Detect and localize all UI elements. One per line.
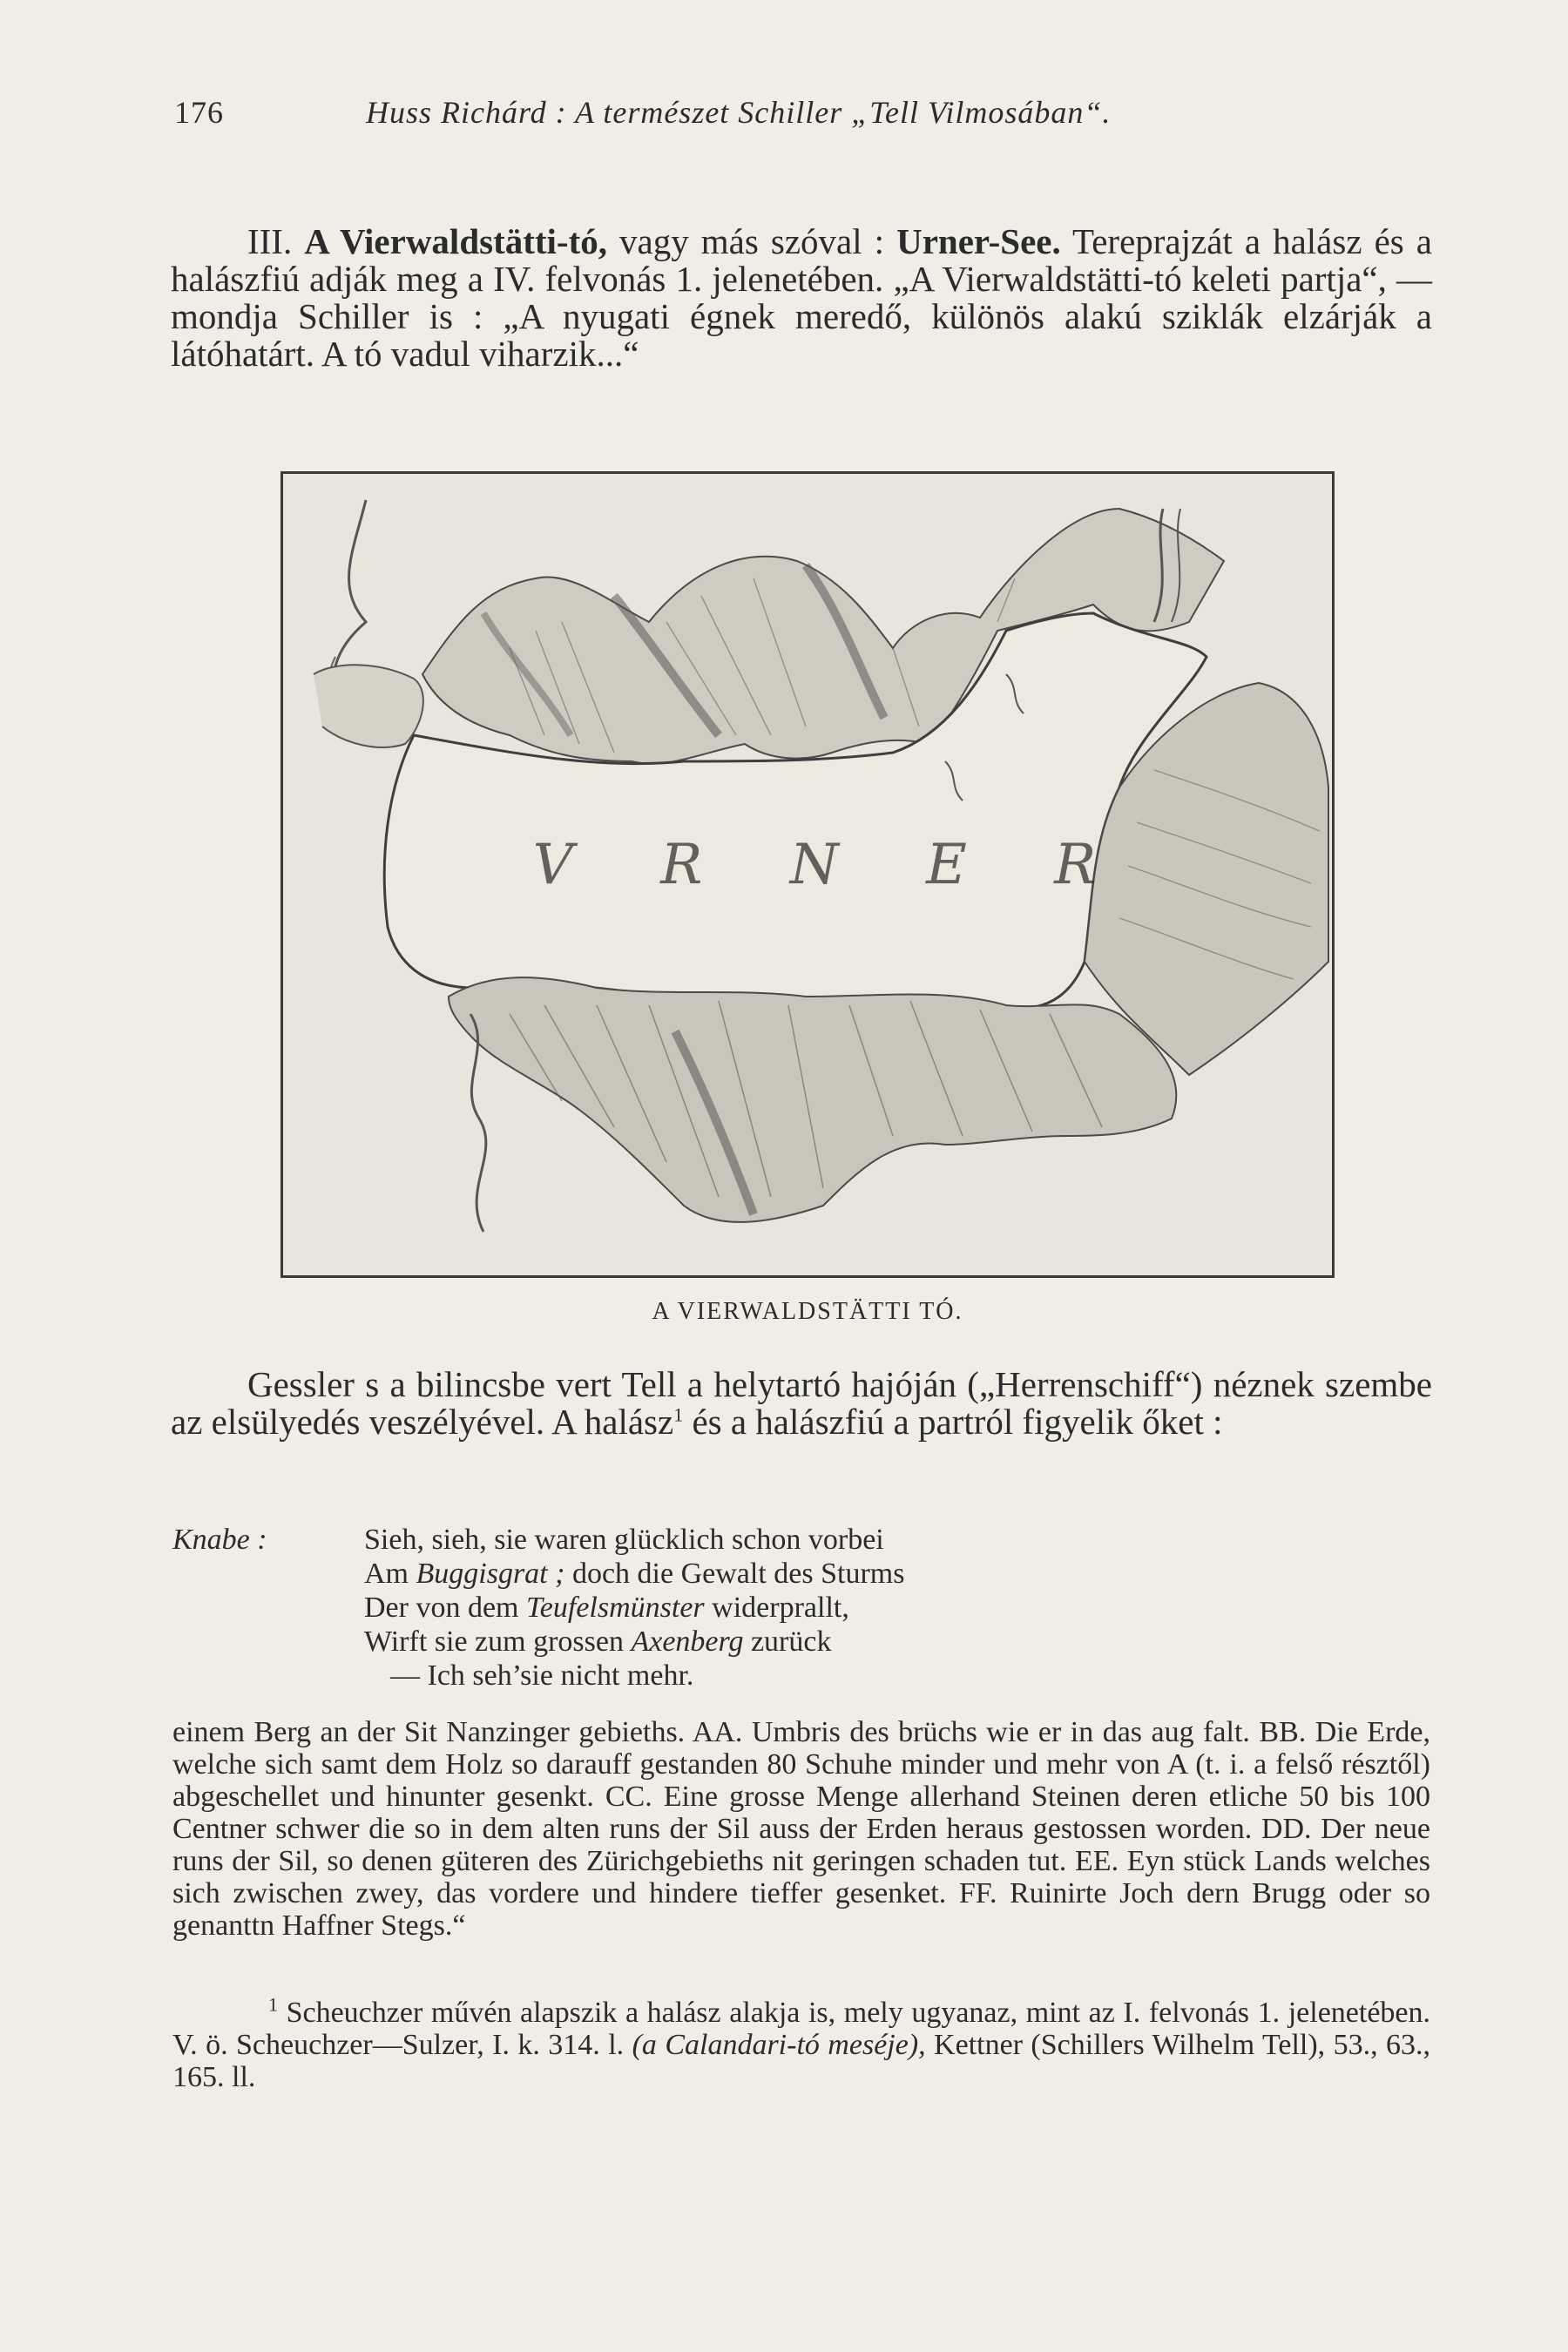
verse-line: Sieh, sieh, sie waren glücklich schon vorbei xyxy=(364,1524,884,1556)
section-text-b: Tereprajzát a halász és a halászfiú adják meg a IV. felvonás 1. jelenetében. „A Vierwaldstätti-tó keleti partja“, — mondja Schiller is : „A nyugati égnek meredő, különös alakú sziklák elzárják a látóhatárt. A tó vadul viharzik...“ xyxy=(171,221,1432,374)
footnote-text-b: Kettner (Schillers Wilhelm Tell), 53., 63., 165. ll. xyxy=(172,2029,1430,2093)
verse-speaker: Knabe : xyxy=(172,1524,267,1556)
running-title: Huss Richárd : A természet Schiller „Tell Vilmosában“. xyxy=(366,95,1112,130)
section-heading: A Vierwaldstätti-tó, xyxy=(304,221,607,261)
verse-place-name: Buggisgrat ; xyxy=(416,1558,565,1590)
footnote-italic: (a Calandari-tó meséje), xyxy=(632,2029,926,2061)
verse-text: zurück xyxy=(743,1625,832,1658)
lake-map-figure xyxy=(280,471,1335,1278)
footnote-text xyxy=(172,1993,1430,2093)
lake-map-illustration xyxy=(283,474,1332,1275)
verse-place-name: Teufelsmünster xyxy=(526,1592,705,1624)
verse-line xyxy=(364,1625,904,1659)
verse-line xyxy=(364,1557,904,1591)
quoted-passage-text: einem Berg an der Sit Nanzinger gebieths. AA. Umbris des brüchs wie er in das aug falt. BB. Die Erde, welche sich samt dem Holz so darauff gestanden 80 Schuhe minder und mehr von A (t. i. a felső résztől) abgeschellet und hinunter gesenkt. CC. Eine grosse Menge allerhand Steinen deren etliche 50 bis 100 Centner schwer die so in dem alten runs der Sil auss der Erden heraus gestossen worden. DD. Der neue runs der Sil, so denen güteren des Zürichgebieths nit geringen schaden tut. EE. Eyn stück Lands welches sich zwischen zwey, das vordere und hindere tieffer gesenket. FF. Ruinirte Joch dern Brugg oder so genanttn Haffner Stegs.“ xyxy=(172,1716,1430,1942)
verse-text: Am xyxy=(364,1558,416,1590)
section-text-a: vagy más szóval : xyxy=(606,221,897,261)
paragraph-two xyxy=(171,1366,1432,1441)
section-numeral: III. xyxy=(247,221,293,261)
paragraph-two-text xyxy=(171,1366,1432,1441)
page-number: 176 xyxy=(174,95,224,130)
footnote-mark: 1 xyxy=(673,1403,684,1426)
verse-line: — Ich seh’sie nicht mehr. xyxy=(390,1659,694,1692)
footnote xyxy=(172,1993,1430,2093)
verse-text: Der von dem xyxy=(364,1592,527,1624)
section-three-paragraph xyxy=(171,223,1432,373)
section-three xyxy=(171,223,1432,373)
verse-place-name: Axenberg xyxy=(631,1625,744,1658)
paragraph-two-b: és a halászfiú a partról figyelik őket : xyxy=(683,1402,1223,1442)
footnote-number: 1 xyxy=(268,1993,278,2016)
footnote-text-a: Scheuchzer művén alapszik a halász alakja is, mely ugyanaz, mint az I. felvonás 1. jelenetében. V. ö. Scheuchzer—Sulzer, I. k. 314. l. xyxy=(172,1997,1430,2061)
urner-see-term: Urner-See. xyxy=(896,221,1061,261)
verse-line xyxy=(364,1591,904,1625)
verse-text: doch die Gewalt des Sturms xyxy=(564,1558,905,1590)
verse-lines xyxy=(364,1523,904,1693)
verse-text: Wirft sie zum grossen xyxy=(364,1625,632,1658)
paragraph-two-a: Gessler s a bilincsbe vert Tell a helytartó hajóján („Herrenschiff“) néznek szembe az elsülyedés veszélyével. A halász xyxy=(171,1364,1432,1442)
verse-text: widerprallt, xyxy=(704,1592,849,1624)
figure-caption: A VIERWALDSTÄTTI TÓ. xyxy=(652,1298,963,1325)
map-lettering: V R N E R xyxy=(532,833,1132,897)
quoted-passage xyxy=(172,1716,1430,1942)
